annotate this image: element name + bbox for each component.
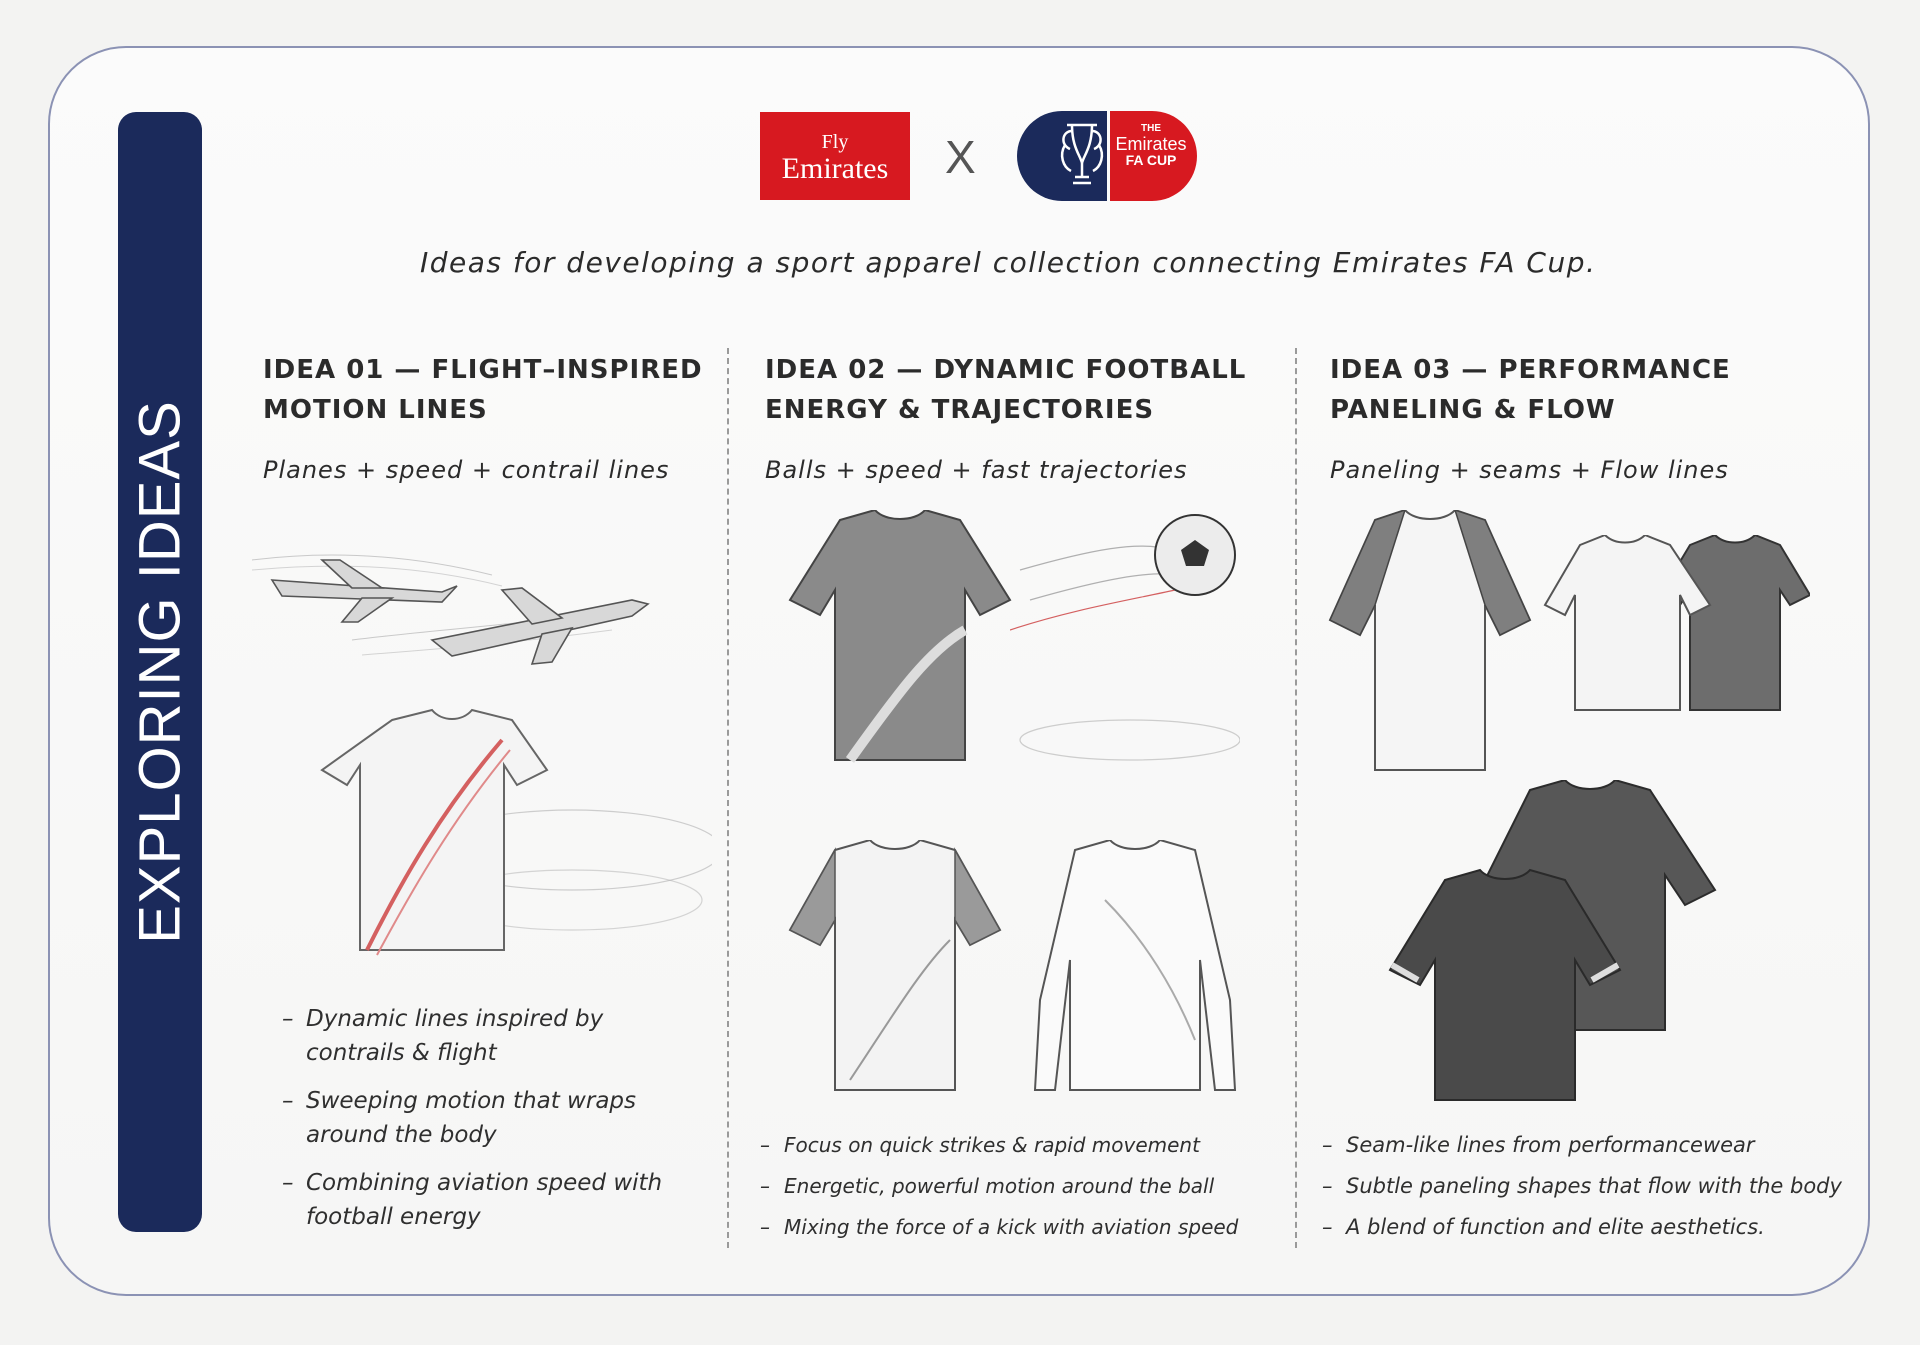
idea-01-column: [263, 350, 703, 484]
idea-02-subtitle: Balls + speed + fast trajectories: [765, 456, 1188, 484]
logo-separator: X: [945, 131, 976, 183]
tshirt-sketch-icon: [780, 840, 1010, 1100]
idea-01-bullet-2: – Sweeping motion that wraps around the body: [282, 1084, 702, 1152]
idea-01-title-line2: MOTION LINES: [263, 395, 488, 425]
fly-emirates-logo-line2: Emirates: [781, 152, 889, 185]
idea-03-bullets: [1322, 1131, 1862, 1254]
idea-01-title: [263, 350, 703, 430]
tshirt-sketch-icon: [1380, 780, 1740, 1110]
idea-03-column: [1330, 350, 1731, 484]
idea-03-title-line2: PANELING & FLOW: [1330, 395, 1616, 425]
tshirt-sketch-icon: [780, 510, 1020, 770]
column-divider-1: [727, 348, 729, 1248]
idea-02-title: [765, 350, 1246, 430]
idea-02-title-line1: IDEA 02 — DYNAMIC FOOTBALL: [765, 355, 1247, 385]
fly-emirates-logo-line1: Fly: [821, 131, 849, 153]
fly-emirates-logo: [760, 112, 910, 200]
idea-02-bullet-2: – Energetic, powerful motion around the ball: [760, 1172, 1280, 1200]
airplane-sketch-icon: [252, 530, 692, 670]
fa-cup-logo-text: [1110, 124, 1192, 168]
idea-02-bullets: [760, 1131, 1280, 1254]
page-subtitle: Ideas for developing a sport apparel collection connecting Emirates FA Cup.: [420, 246, 1597, 279]
football-sketch-icon: [1010, 510, 1240, 770]
fa-cup-logo-line1: THE: [1141, 123, 1161, 134]
idea-02-bullet-3: – Mixing the force of a kick with aviation speed: [760, 1213, 1280, 1241]
idea-03-bullet-2: – Subtle paneling shapes that flow with the body: [1322, 1172, 1862, 1200]
idea-01-bullet-1: – Dynamic lines inspired by contrails & flight: [282, 1002, 702, 1070]
idea-01-bullet-3: – Combining aviation speed with football energy: [282, 1166, 702, 1234]
fa-cup-logo-line2: Emirates: [1115, 133, 1187, 154]
fa-cup-logo-line3: FA CUP: [1125, 152, 1177, 169]
tshirt-sketch-icon: [1540, 535, 1810, 715]
idea-03-bullet-1: – Seam-like lines from performancewear: [1322, 1131, 1862, 1159]
tshirt-sketch-icon: [312, 700, 712, 960]
sidebar-title: EXPLORING IDEAS: [127, 400, 193, 944]
idea-01-subtitle: Planes + speed + contrail lines: [263, 456, 670, 484]
idea-03-subtitle: Paneling + seams + Flow lines: [1330, 456, 1729, 484]
idea-03-bullet-3: – A blend of function and elite aesthetics.: [1322, 1213, 1862, 1241]
idea-02-column: [765, 350, 1246, 484]
tshirt-sketch-icon: [1320, 510, 1540, 780]
idea-01-bullets: [282, 1002, 702, 1248]
idea-02-bullet-1: – Focus on quick strikes & rapid movement: [760, 1131, 1280, 1159]
idea-03-title-line1: IDEA 03 — PERFORMANCE: [1330, 355, 1731, 385]
tshirt-sketch-icon: [1015, 840, 1255, 1100]
column-divider-2: [1295, 348, 1297, 1248]
idea-03-title: [1330, 350, 1731, 430]
idea-01-title-line1: IDEA 01 — FLIGHT–INSPIRED: [263, 355, 703, 385]
idea-02-title-line2: ENERGY & TRAJECTORIES: [765, 395, 1155, 425]
